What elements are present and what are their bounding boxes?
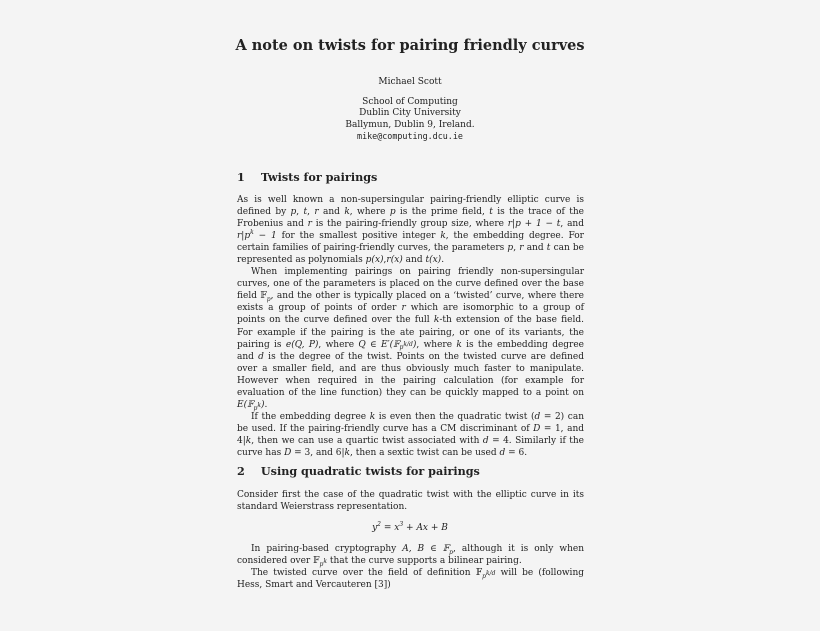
section-number: 1 — [237, 170, 245, 184]
affiliation-line: School of Computing — [362, 97, 458, 107]
section-number: 2 — [237, 464, 245, 478]
affiliation-line: Dublin City University — [359, 108, 461, 119]
section-heading — [237, 464, 480, 478]
paragraph: In pairing-based cryptography A, B ∈ 𝔽$_p$, although it is only when considered over 𝔽$_{p^k}$ that the curve supports a bilinear pairing. — [237, 544, 584, 568]
paragraph: Consider first the case of the quadratic twist with the elliptic curve in its standard Weierstrass representation. — [237, 490, 584, 513]
paragraph: As is well known a non-supersingular pairing-friendly elliptic curve is defined by p, t, r and k, where p is the prime field, t is the trace of the Frobenius and r is the pairing-friendly group size, where r|p + 1 − t, and $r|p^k - 1$ for the smallest positive integer k, the embedding degree. For certain families of pairing-friendly curves, the parameters p, r and t can be represented as polynomials p(x),r(x) and t(x). — [237, 195, 585, 266]
paper-title: A note on twists for pairing friendly curves — [235, 37, 585, 54]
paragraph: If the embedding degree k is even then the quadratic twist (d = 2) can be used. If the pairing-friendly curve has a CM discriminant of D = 1, and 4|k, then we can use a quartic twist associated with d = 4. Similarly if the curve has D = 3, and 6|k, then a sextic twist can be used d = 6. — [237, 411, 584, 458]
author-name: Michael Scott — [378, 77, 442, 87]
paragraph: When implementing pairings on pairing friendly non-supersingular curves, one of the parameters is placed on the curve defined over the base field 𝔽$_p$, and the other is typically placed on a ‘twisted’ curve, where there exists a group of points of order r which are isomorphic to a group of points on the curve defined over the full k-th extension of the base field. For example if the pairing is the ate pairing, or one of its variants, the pairing is e(Q, P), where Q ∈ E′(𝔽$_{p^{k/d}}$), where k is the embedding degree and d is the degree of the twist. Points on the twisted curve are defined over a smaller field, and are thus obviously much faster to manipulate. However when required in the pairing calculation (for example for evaluation of the line function) they can be quickly mapped to a point on E(𝔽$_{p^k}$). — [237, 267, 585, 412]
section-1-body — [237, 194, 584, 459]
section-2-intro — [237, 489, 584, 513]
section-title: Using quadratic twists for pairings — [260, 464, 480, 478]
display-equation: $y^2 = x^3 + Ax + B$ — [372, 521, 448, 533]
affiliation-line: Ballymun, Dublin 9, Ireland. — [345, 119, 475, 130]
paragraph: The twisted curve over the field of definition 𝔽$_{p^{k/d}}$ will be (following Hess, Smart and Vercauteren [3]) — [237, 568, 584, 591]
section-2-body — [237, 543, 584, 591]
section-title: Twists for pairings — [260, 170, 378, 184]
author-email: mike@computing.dcu.ie — [357, 130, 463, 141]
section-heading — [237, 170, 377, 184]
author-affiliation — [0, 97, 820, 142]
